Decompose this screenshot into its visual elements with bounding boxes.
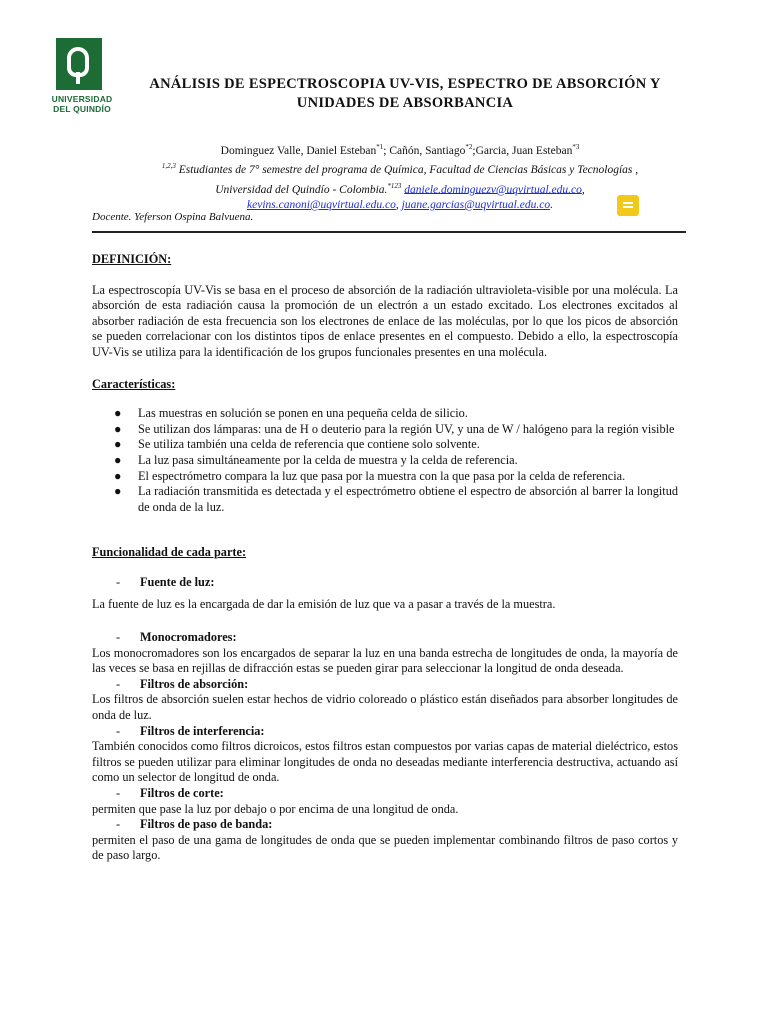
affiliation-line3: kevins.canoni@uqvirtual.edu.co, juane.garcias@uqvirtual.edu.co. [247,198,553,211]
list-item: ● La radiación transmitida es detectada y el espectrómetro obtiene el espectro de absorción al barrer la longitud de onda de la luz. [114,484,678,514]
caracteristicas-list [92,406,678,515]
part-text: permiten el paso de una gama de longitudes de onda que se pueden implementar combinando filtros de paso cortos y de paso largo. [92,832,678,863]
logo-shield-icon [56,38,102,90]
part-text: permiten que pase la luz por debajo o por encima de una longitud de onda. [92,801,459,816]
affiliation-text: Estudiantes de 7° semestre del programa de Química, Facultad de Ciencias Básicas y Tecnologías , [175,164,639,177]
list-item: ● Las muestras en solución se ponen en una pequeña celda de silicio. [114,406,468,421]
title-line2: UNIDADES DE ABSORBANCIA [296,95,514,111]
part-text: Los filtros de absorción suelen estar hechos de vidrio coloreado o plástico están diseñados para absorber longitudes de onda de luz. [92,692,678,723]
part-title: - Filtros de interferencia: [116,723,265,738]
email-link-3[interactable]: juane.garcias@uqvirtual.edu.co [401,198,551,211]
title-line1: ANÁLISIS DE ESPECTROSCOPIA UV-VIS, ESPECTRO DE ABSORCIÓN Y [149,76,661,92]
author-1: Dominguez Valle, Daniel Esteban [220,144,377,157]
logo-text-line1: UNIVERSIDAD [51,94,113,104]
document-body [92,252,678,864]
definicion-heading: DEFINICIÓN: [92,252,172,266]
list-item: ● La luz pasa simultáneamente por la celda de muestra y la celda de referencia. [114,452,518,467]
affiliation-mark: 1,2,3 [161,162,176,171]
author-2-mark: *2 [465,143,473,151]
email-link-1[interactable]: daniele.dominguezv@uqvirtual.edu.co [404,183,582,196]
funcionalidad-heading: Funcionalidad de cada parte: [92,545,247,560]
email-mark: *123 [387,181,402,190]
affiliation-line1 [100,159,700,178]
university-logo [46,38,118,118]
header-divider [92,231,686,233]
document-title [120,75,690,113]
caracteristicas-heading: Características: [92,376,176,391]
docente-line: Docente. Yeferson Ospina Balvuena. [92,211,254,223]
part-title: - Filtros de paso de banda: [116,817,273,832]
list-item: ● Se utilizan dos lámparas: una de H o deuterio para la región UV, y una de W / halógeno para la región visible [114,421,675,436]
part-text: La fuente de luz es la encargada de dar la emisión de luz que va a pasar a través de la muestra. [92,596,556,611]
author-3: ;Garcia, Juan Esteban [472,144,573,157]
author-3-mark: *3 [572,143,580,151]
logo-text-line2: DEL QUINDÍO [53,104,111,114]
part-title: - Fuente de luz: [116,574,215,589]
author-2: ; Cañón, Santiago [383,144,466,157]
comment-icon[interactable] [617,195,639,216]
authors-block [100,140,700,213]
affiliation-line2: Universidad del Quindío - Colombia.$^{*123}$ daniele.dominguezv@uqvirtual.edu.co, [215,181,585,196]
author-names [100,140,700,159]
list-item: ● El espectrómetro compara la luz que pasa por la muestra con la que pasa por la celda de referencia. [114,468,626,483]
part-text: También conocidos como filtros dicroicos, estos filtros estan compuestos por varias capas de material dieléctrico, estos filtros se pueden utilizar para eliminar longitudes de onda no deseadas mediante interferencia destructiva, actuando así como un selector de longitud de onda. [92,739,678,785]
part-text: Los monocromadores son los encargados de separar la luz en una banda estrecha de longitudes de onda, la mayoría de las veces se basa en rejillas de difracción estas se pueden girar para seleccionar la longitud de onda deseada. [92,645,678,676]
email-link-2[interactable]: kevins.canoni@uqvirtual.edu.co [247,198,396,211]
author-1-mark: *1 [376,143,384,151]
part-title: - Filtros de absorción: [116,676,249,691]
list-item: ● Se utiliza también una celda de referencia que contiene solo solvente. [114,437,480,452]
part-title: - Filtros de corte: [116,786,224,801]
university-name: Universidad del Quindío - Colombia. [215,183,388,196]
part-title: - Monocromadores: [116,630,237,645]
definicion-paragraph: La espectroscopía UV-Vis se basa en el proceso de absorción de la radiación ultravioleta-visible por una molécula. La absorción de esta radiación causa la promoción de un electrón a un estado excitado. Los electrones excitados al absorber radiación de esta frecuencia son los electrones de enlace de las moléculas, por lo que los picos de absorción se pueden correlacionar con los distintos tipos de enlace presentes en el compuesto. Debido a ello, la espectroscopía UV-Vis se utiliza para la identificación de los grupos funcionales presentes en una molécula. [92,282,678,359]
